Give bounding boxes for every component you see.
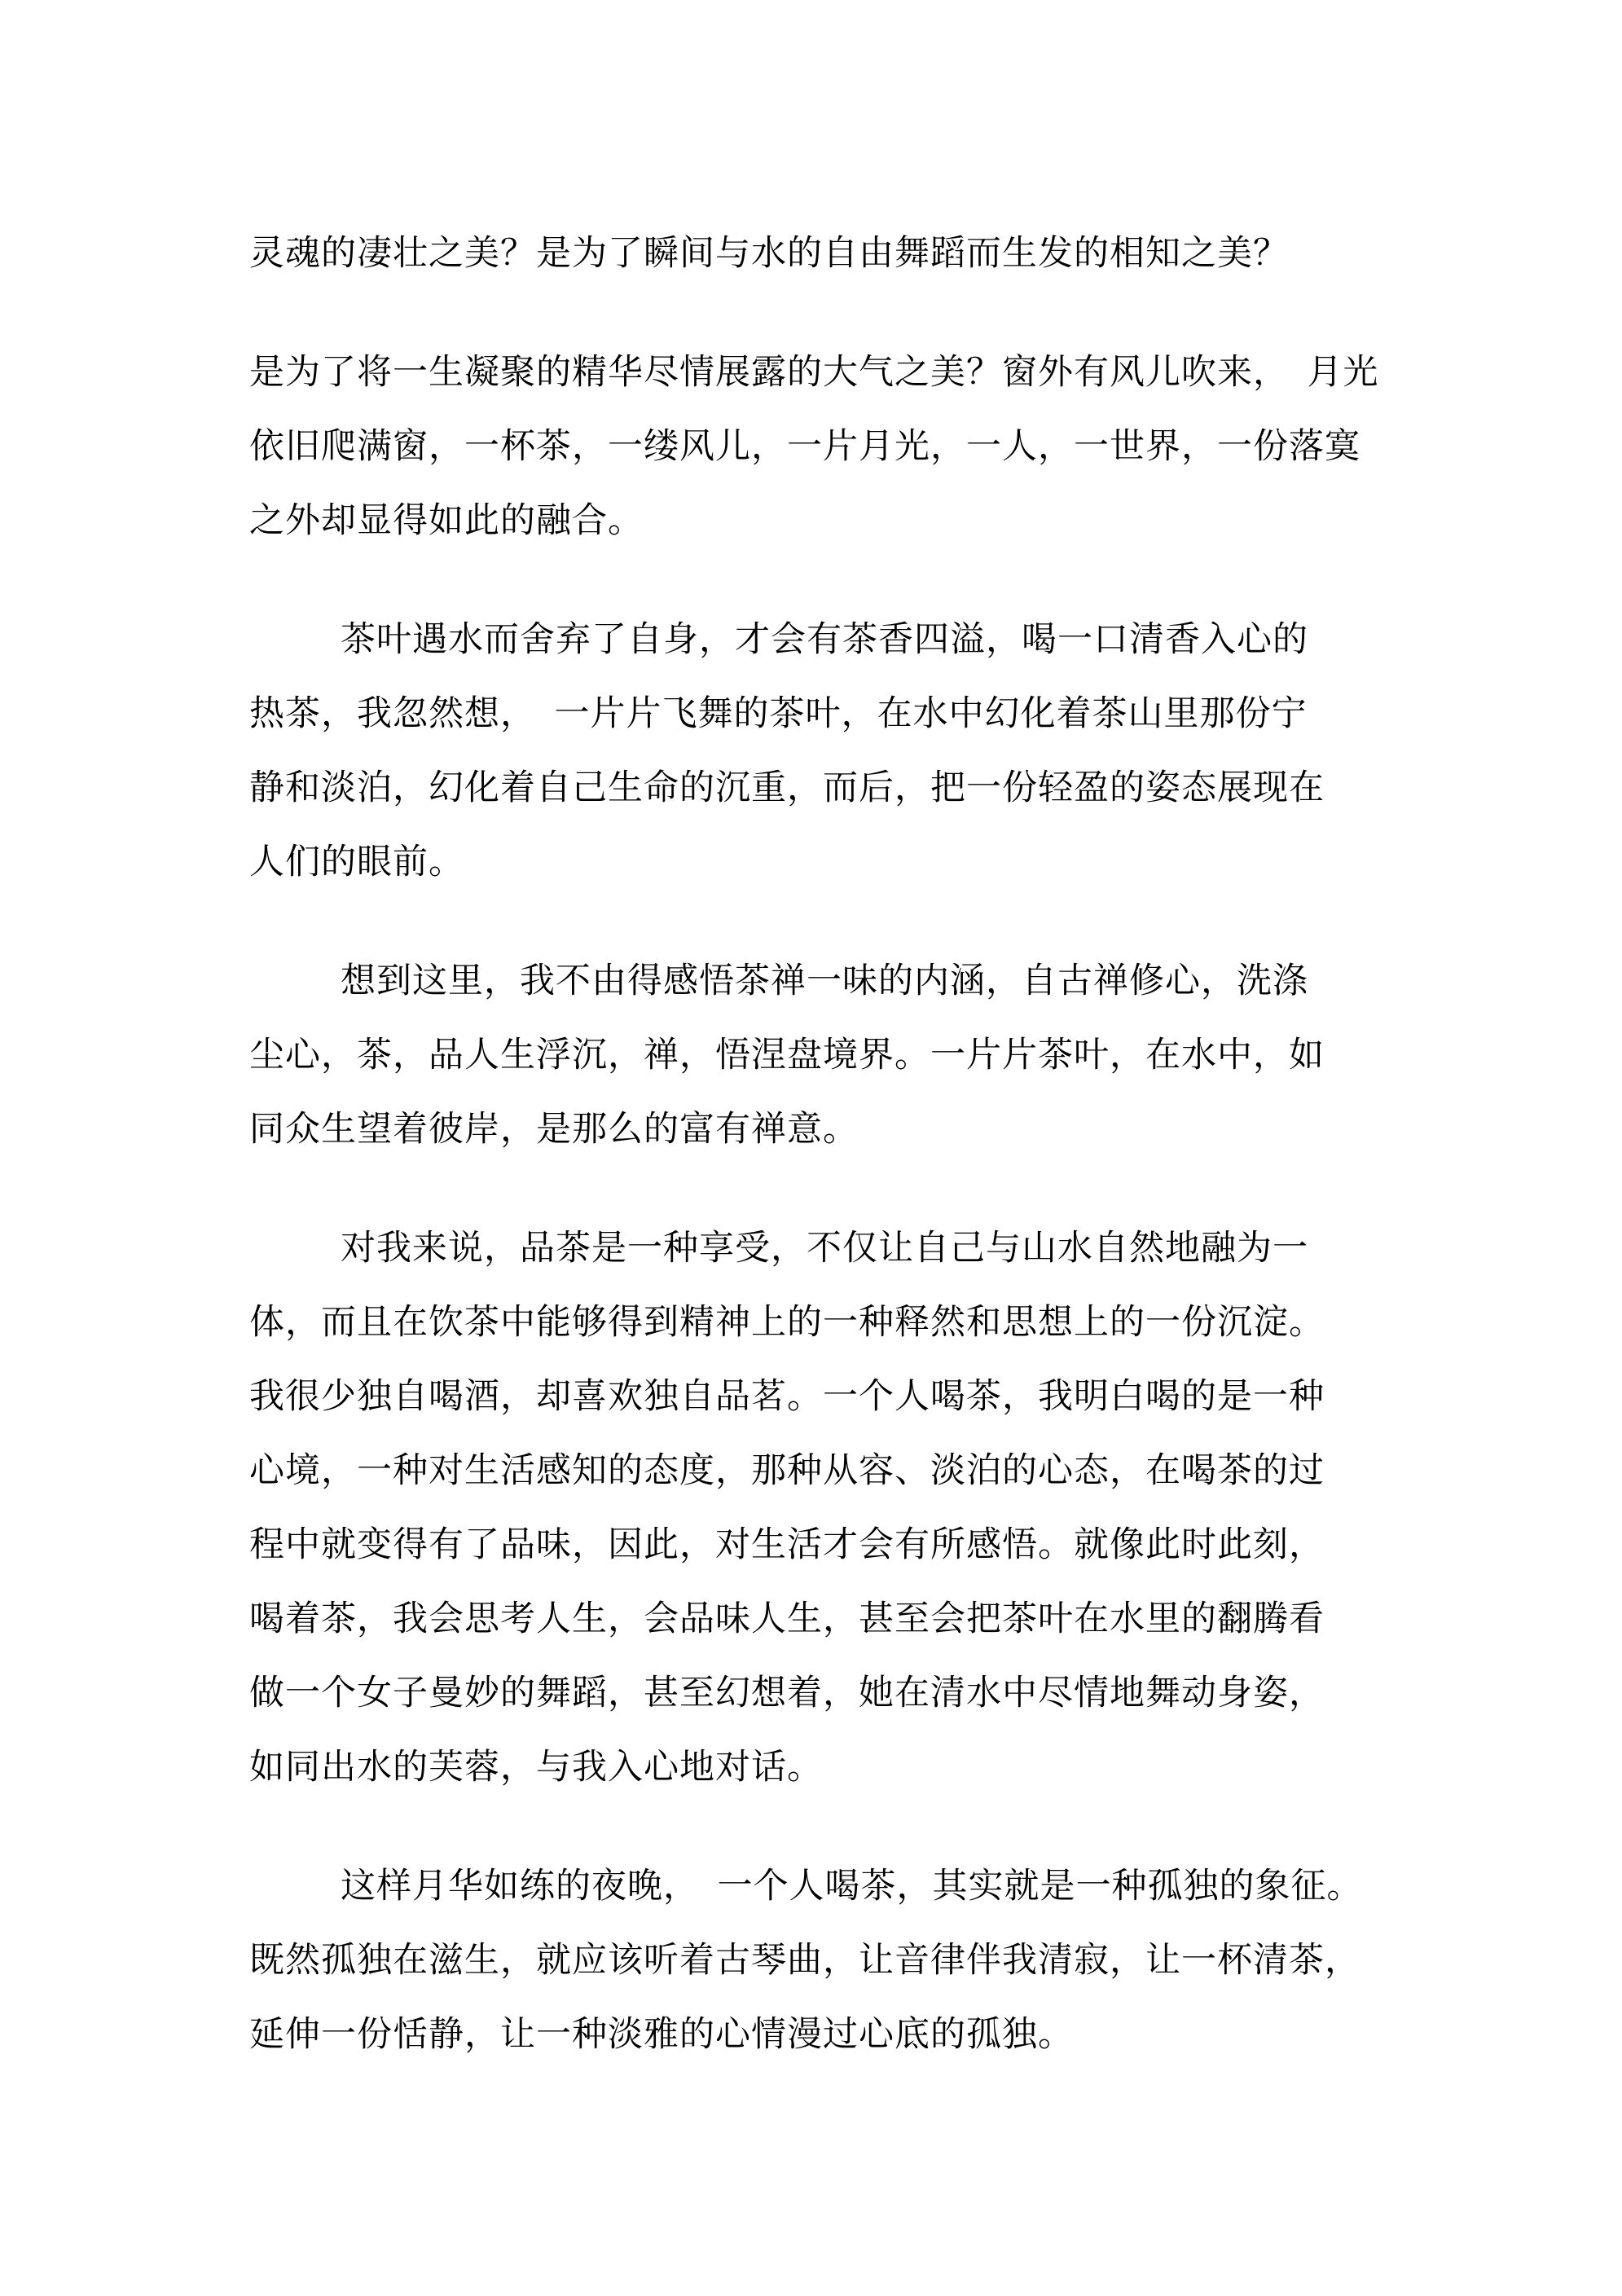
document-content bbox=[249, 217, 1406, 2117]
text-line: 依旧爬满窗，一杯茶，一缕风儿，一片月光，一人，一世界，一份落寞 bbox=[249, 428, 1360, 466]
paragraph-5 bbox=[249, 1212, 1406, 1805]
paragraph-1 bbox=[249, 217, 1406, 291]
text-line: 我很少独自喝酒，却喜欢独自品茗。一个人喝茶，我明白喝的是一种 bbox=[249, 1378, 1325, 1416]
text-line: 对我来说，品茶是一种享受，不仅让自己与山水自然地融为一 bbox=[341, 1229, 1308, 1268]
text-line: 做一个女子曼妙的舞蹈，甚至幻想着，她在清水中尽情地舞动身姿， bbox=[249, 1674, 1325, 1713]
text-line: 灵魂的凄壮之美？是为了瞬间与水的自由舞蹈而生发的相知之美？ bbox=[249, 235, 1289, 273]
paragraph-4 bbox=[249, 944, 1406, 1167]
text-line: 尘心，茶，品人生浮沉，禅，悟涅盘境界。一片片茶叶，在水中，如 bbox=[249, 1036, 1325, 1075]
text-line: 想到这里，我不由得感悟茶禅一味的内涵，自古禅修心，洗涤 bbox=[341, 962, 1308, 1001]
text-line: 是为了将一生凝聚的精华尽情展露的大气之美？窗外有风儿吹来， 月光 bbox=[249, 354, 1379, 392]
paragraph-2 bbox=[249, 336, 1406, 558]
paragraph-6 bbox=[249, 1850, 1406, 2072]
text-line: 同众生望着彼岸，是那么的富有禅意。 bbox=[249, 1111, 859, 1149]
text-line: 茶叶遇水而舍弃了自身，才会有茶香四溢，喝一口清香入心的 bbox=[341, 621, 1308, 659]
text-line: 热茶，我忽然想， 一片片飞舞的茶叶，在水中幻化着茶山里那份宁 bbox=[249, 695, 1308, 733]
text-line: 如同出水的芙蓉，与我入心地对话。 bbox=[249, 1748, 823, 1787]
text-line: 延伸一份恬静，让一种淡雅的心情漫过心底的孤独。 bbox=[249, 2016, 1074, 2054]
paragraph-3 bbox=[249, 603, 1406, 899]
text-line: 程中就变得有了品味，因此，对生活才会有所感悟。就像此时此刻， bbox=[249, 1526, 1325, 1564]
text-line: 之外却显得如此的融合。 bbox=[249, 502, 644, 540]
text-line: 这样月华如练的夜晚， 一个人喝茶，其实就是一种孤独的象征。 bbox=[341, 1867, 1363, 1906]
text-line: 喝着茶，我会思考人生，会品味人生，甚至会把茶叶在水里的翻腾看 bbox=[249, 1600, 1325, 1638]
text-line: 既然孤独在滋生，就应该听着古琴曲，让音律伴我清寂，让一杯清茶， bbox=[249, 1942, 1360, 1980]
text-line: 体，而且在饮茶中能够得到精神上的一种释然和思想上的一份沉淀。 bbox=[249, 1304, 1325, 1342]
text-line: 人们的眼前。 bbox=[249, 843, 464, 882]
text-line: 心境，一种对生活感知的态度，那种从容、淡泊的心态，在喝茶的过 bbox=[249, 1452, 1325, 1490]
text-line: 静和淡泊，幻化着自己生命的沉重，而后，把一份轻盈的姿态展现在 bbox=[249, 769, 1325, 807]
